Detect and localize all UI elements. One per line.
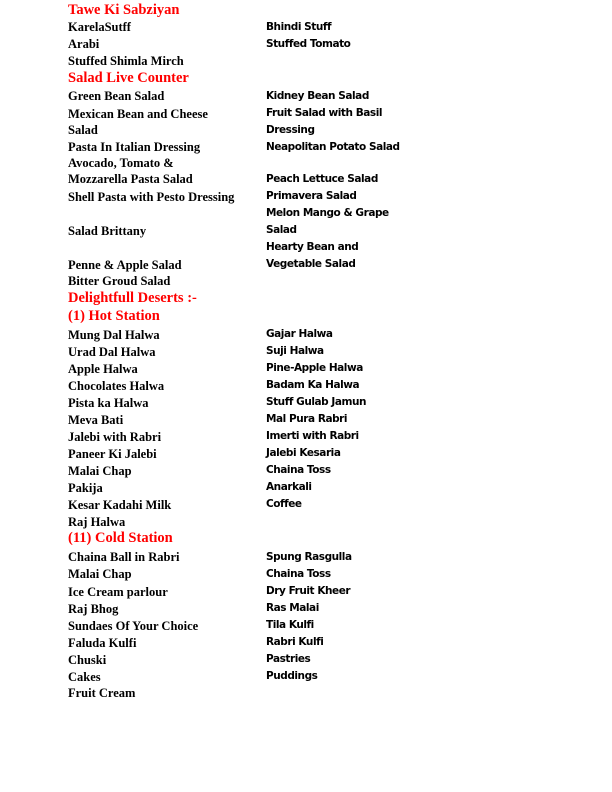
menu-item: Salad Brittany [68,224,147,238]
menu-item: Malai Chap [68,464,132,478]
menu-item: Coffee [266,498,302,510]
menu-item: Dressing [266,124,315,136]
menu-item: Spung Rasgulla [266,551,352,563]
menu-item: Chocolates Halwa [68,379,165,393]
menu-item: Pine-Apple Halwa [266,362,363,374]
menu-item: Primavera Salad [266,190,357,202]
menu-item: Chaina Toss [266,464,331,476]
section-heading-salad: Salad Live Counter [68,70,189,86]
menu-item: KarelaSutff [68,20,131,34]
menu-item: Mexican Bean and Cheese [68,107,208,121]
menu-item: Peach Lettuce Salad [266,173,378,185]
menu-item: Raj Halwa [68,515,126,529]
menu-item: Pista ka Halwa [68,396,149,410]
menu-item: Paneer Ki Jalebi [68,447,157,461]
menu-item: Fruit Cream [68,686,136,700]
menu-item: Arabi [68,37,100,51]
menu-item: Stuffed Shimla Mirch [68,54,184,68]
menu-item: Badam Ka Halwa [266,379,360,391]
menu-item: Kidney Bean Salad [266,90,369,102]
menu-item: Meva Bati [68,413,124,427]
menu-item: Pastries [266,653,311,665]
menu-item: Imerti with Rabri [266,430,359,442]
menu-item: Hearty Bean and [266,241,359,253]
menu-item: Fruit Salad with Basil [266,107,383,119]
section-heading-hot-station: (1) Hot Station [68,308,160,324]
menu-item: Mung Dal Halwa [68,328,160,342]
menu-item: Neapolitan Potato Salad [266,141,400,153]
menu-item: Mozzarella Pasta Salad [68,172,193,186]
menu-item: Cakes [68,670,101,684]
menu-item: Avocado, Tomato & [68,156,174,170]
menu-item: Chaina Toss [266,568,331,580]
menu-item: Stuff Gulab Jamun [266,396,367,408]
menu-item: Bitter Groud Salad [68,274,171,288]
menu-item: Sundaes Of Your Choice [68,619,199,633]
menu-item: Shell Pasta with Pesto Dressing [68,190,235,204]
menu-item: Chuski [68,653,107,667]
section-heading-deserts: Delightfull Deserts :- [68,290,197,306]
section-heading-cold-station: (11) Cold Station [68,530,173,546]
menu-item: Tila Kulfi [266,619,314,631]
menu-item: Bhindi Stuff [266,21,332,33]
menu-item: Vegetable Salad [266,258,356,270]
menu-item: Jalebi Kesaria [266,447,341,459]
menu-item: Stuffed Tomato [266,38,351,50]
menu-item: Gajar Halwa [266,328,333,340]
menu-item: Ice Cream parlour [68,585,168,599]
menu-item: Kesar Kadahi Milk [68,498,172,512]
menu-item: Green Bean Salad [68,89,165,103]
menu-item: Raj Bhog [68,602,119,616]
menu-item: Dry Fruit Kheer [266,585,351,597]
menu-item: Jalebi with Rabri [68,430,162,444]
menu-item: Rabri Kulfi [266,636,324,648]
menu-item: Ras Malai [266,602,319,614]
section-heading-tawe: Tawe Ki Sabziyan [68,2,180,18]
menu-item: Puddings [266,670,318,682]
menu-item: Salad [266,224,297,236]
menu-item: Melon Mango & Grape [266,207,389,219]
menu-item: Penne & Apple Salad [68,258,182,272]
menu-item: Apple Halwa [68,362,138,376]
menu-item: Malai Chap [68,567,132,581]
menu-item: Urad Dal Halwa [68,345,156,359]
menu-item: Anarkali [266,481,312,493]
menu-item: Pasta In Italian Dressing [68,140,201,154]
menu-item: Faluda Kulfi [68,636,137,650]
menu-item: Chaina Ball in Rabri [68,550,180,564]
menu-item: Suji Halwa [266,345,324,357]
menu-item: Pakija [68,481,103,495]
menu-item: Mal Pura Rabri [266,413,348,425]
menu-item: Salad [68,123,98,137]
